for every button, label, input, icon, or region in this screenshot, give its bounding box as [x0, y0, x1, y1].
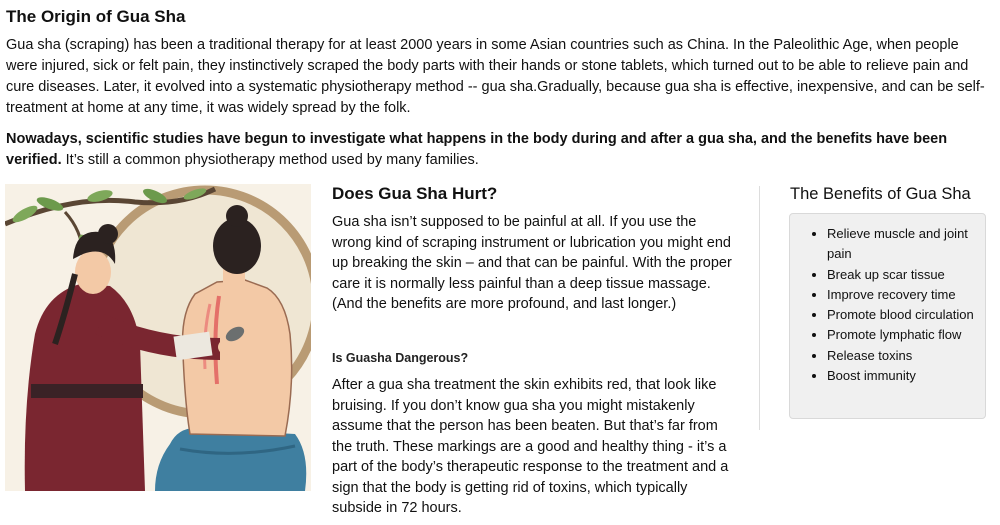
nowadays-text: It’s still a common physiotherapy method used by many families.: [61, 152, 479, 168]
benefit-item: • Promote lymphatic flow: [827, 325, 979, 345]
dangerous-paragraph: After a gua sha treatment the skin exhibits red, that look like bruising. If you don’t know gua sha you might mistakenly assume that the person has been beaten. But that’s far from the truth. These markings are a good and healthy thing - it’s a part of the body’s therapeutic response to the treatment and a sign that the body is getting rid of toxins, which typically subside in 72 hours.: [332, 377, 729, 516]
hurt-paragraph: Gua sha isn’t supposed to be painful at all. If you use the wrong kind of scraping instrument or lubrication you might end up breaking the skin – and that can be painful. With the proper care it is normally less painful than a deep tissue massage. (And the benefits are more profound, and last longer.): [332, 214, 732, 312]
benefit-item: • Promote blood circulation: [827, 305, 979, 325]
nowadays-paragraph: [6, 129, 991, 171]
dangerous-title: Is Guasha Dangerous?: [332, 351, 469, 365]
benefits-box: [789, 213, 986, 419]
benefits-title: The Benefits of Gua Sha: [790, 185, 971, 203]
hurt-title: Does Gua Sha Hurt?: [332, 184, 498, 203]
gua-sha-illustration: [5, 184, 311, 491]
benefit-item: • Release toxins: [827, 346, 979, 366]
origin-paragraph: Gua sha (scraping) has been a traditional therapy for at least 2000 years in some Asian countries such as China. In the Paleolithic Age, when people were injured, sick or felt pain, they instinctively scraped the body parts with their hands or stone tablets, which turned out to be able to relieve pain and cure diseases. Later, it evolved into a systematic physiotherapy method -- gua sha.Gradually, because gua sha is effective, inexpensive, and can be self-treatment at home at any time, it was widely spread by the folk.: [6, 37, 985, 116]
gua-sha-treatment-image: [5, 184, 311, 491]
benefits-list: [790, 214, 985, 386]
origin-title: The Origin of Gua Sha: [6, 7, 186, 26]
benefit-item: • Improve recovery time: [827, 285, 979, 305]
nowadays-bold-text: Nowadays, scientific studies have begun to investigate what happens in the body during and after a gua sha, and the benefits have been verified.: [6, 131, 948, 168]
benefit-item: • Break up scar tissue: [827, 265, 979, 285]
benefit-item: • Boost immunity: [827, 366, 979, 386]
column-divider: [759, 186, 760, 430]
benefit-item: • Relieve muscle and joint pain: [827, 224, 979, 265]
